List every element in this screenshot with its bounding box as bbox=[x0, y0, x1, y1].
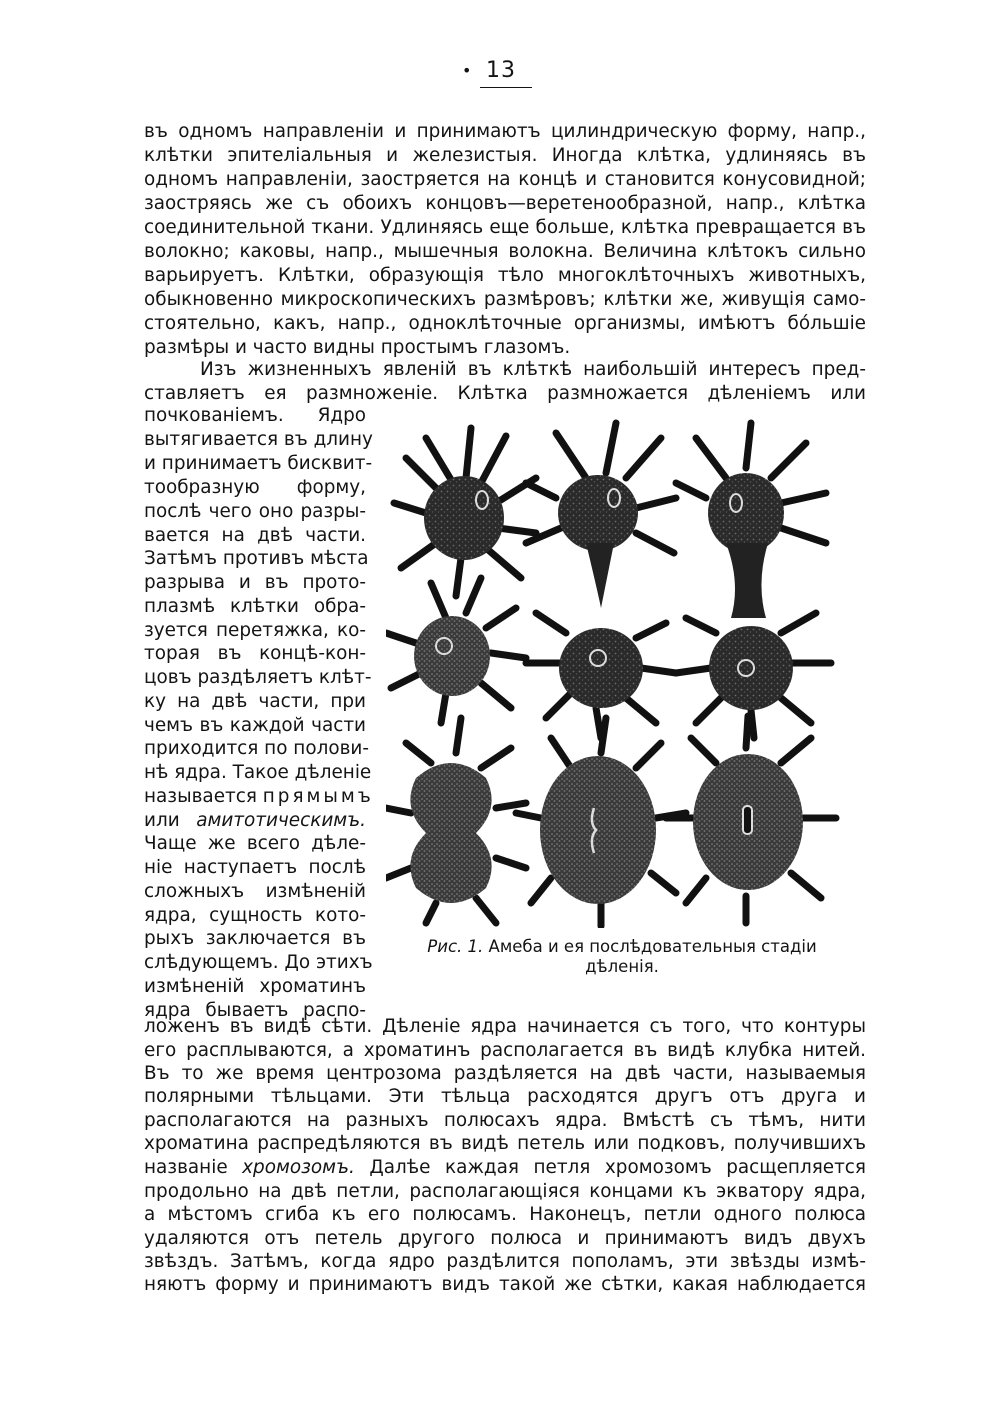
amoeba-body-7 bbox=[410, 763, 491, 903]
figure-caption-label: Рис. 1. bbox=[427, 937, 484, 956]
column-text: называется bbox=[144, 786, 257, 807]
text-line: стоятельно, какъ, напр., одноклѣточные организмы, имѣютъ бóльшіе bbox=[144, 313, 866, 334]
column-line: измѣненій хроматинъ bbox=[144, 976, 366, 997]
column-line: тообразную форму, bbox=[144, 477, 366, 498]
amoeba-body-2 bbox=[558, 475, 638, 551]
text-line: звѣздъ. Затѣмъ, когда ядро раздѣлится пополамъ, эти звѣзды измѣ- bbox=[144, 1251, 866, 1272]
column-line: и принимаетъ бисквит- bbox=[144, 453, 373, 474]
term-direct: прямымъ bbox=[262, 786, 374, 807]
text-line: хроматина распредѣляются въ видѣ петель или подковъ, получившихъ bbox=[144, 1133, 866, 1154]
text-line bbox=[144, 1156, 866, 1180]
text-line: одномъ направленіи, заостряется на концѣ и становится конусовидной; bbox=[144, 169, 866, 190]
text-line: ставляетъ ея размноженіе. Клѣтка размножается дѣленіемъ или bbox=[144, 383, 866, 404]
column-line: ядра, сущность кото- bbox=[144, 905, 366, 926]
text-line: въ одномъ направленіи и принимаютъ цилиндрическую форму, напр., bbox=[144, 121, 866, 142]
figure-caption-text: Амеба и ея послѣдовательныя стадіи дѣленія. bbox=[488, 937, 817, 976]
amoeba-body-1 bbox=[424, 476, 504, 560]
amoeba-body-6 bbox=[709, 626, 793, 710]
column-line: Затѣмъ противъ мѣста bbox=[144, 548, 369, 569]
text-line: соединительной ткани. Удлиняясь еще больше, клѣтка превращается въ bbox=[144, 217, 866, 238]
text-line: варьируетъ. Клѣтки, образующія тѣло многоклѣточныхъ животныхъ, bbox=[144, 265, 866, 286]
term-chromosome: хромозомъ. bbox=[242, 1157, 355, 1178]
amoeba-body-3 bbox=[708, 473, 784, 553]
text-line: Изъ жизненныхъ явленій въ клѣткѣ наибольшій интересъ пред- bbox=[200, 359, 866, 380]
column-line: сложныхъ измѣненій bbox=[144, 881, 366, 902]
column-line: слѣдующемъ. До этихъ bbox=[144, 952, 373, 973]
column-line: приходится по полови- bbox=[144, 738, 370, 759]
text-line: а мѣстомъ сгиба къ его полюсамъ. Наконецъ, петли одного полюса bbox=[144, 1204, 866, 1225]
text-line: ложенъ въ видѣ сѣти. Дѣленіе ядра начинается съ того, что контуры bbox=[144, 1016, 866, 1037]
division-stalk-2 bbox=[586, 543, 614, 608]
amoeba-body-5 bbox=[559, 628, 643, 708]
column-line: цовъ раздѣляетъ клѣт- bbox=[144, 667, 372, 688]
text-line: волокно; каковы, напр., мышечныя волокна. Величина клѣтокъ сильно bbox=[144, 241, 866, 262]
column-line: почкованіемъ. Ядро bbox=[144, 405, 366, 426]
term-amitotic: амитотическимъ. bbox=[196, 810, 366, 831]
text-line: клѣтки эпителіальныя и железистыя. Иногда клѣтка, удлиняясь въ bbox=[144, 145, 866, 166]
text-line: заостряясь же съ обоихъ концовъ—веретенообразной, напр., клѣтка bbox=[144, 193, 866, 214]
amoeba-body-8 bbox=[540, 756, 656, 904]
line-text: названіе bbox=[144, 1157, 228, 1178]
text-line: продольно на двѣ петли, располагающіяся концами къ экватору ядра, bbox=[144, 1181, 866, 1202]
column-line: вается на двѣ части. bbox=[144, 525, 366, 546]
text-line: полярными тѣльцами. Эти тѣльца расходятся другъ отъ друга и bbox=[144, 1086, 866, 1107]
page-number-rule bbox=[480, 87, 532, 88]
amoeba-body-4 bbox=[414, 616, 490, 696]
column-line: нѣ ядра. Такое дѣленіе bbox=[144, 762, 372, 783]
column-line: ядра бываетъ распо- bbox=[144, 1000, 366, 1021]
column-line: разрыва и въ прото- bbox=[144, 572, 366, 593]
text-line: няютъ форму и принимаютъ видъ такой же сѣтки, какая наблюдается bbox=[144, 1274, 866, 1295]
text-line: обыкновенно микроскопическихъ размѣровъ; клѣтки же, живущія само- bbox=[144, 289, 866, 310]
column-line: вытягивается въ длину bbox=[144, 429, 373, 450]
amoeba-division-figure bbox=[386, 418, 842, 928]
column-line: послѣ чего оно разры- bbox=[144, 501, 366, 522]
column-text: или bbox=[144, 810, 180, 831]
column-line: зуется перетяжка, ко- bbox=[144, 620, 366, 641]
column-line: ку на двѣ части, при bbox=[144, 691, 366, 712]
column-line: торая въ концѣ-кон- bbox=[144, 643, 366, 664]
text-line: располагаются на разныхъ полюсахъ ядра. Вмѣстѣ съ тѣмъ, нити bbox=[144, 1110, 866, 1131]
page-number-text: 13 bbox=[486, 58, 516, 83]
text-line: его расплываются, а хроматинъ располагается въ видѣ клубка нитей. bbox=[144, 1040, 866, 1061]
column-line: ніе наступаетъ послѣ bbox=[144, 857, 366, 878]
column-line: плазмѣ клѣтки обра- bbox=[144, 596, 366, 617]
division-waist-3 bbox=[726, 543, 768, 618]
line-text: Далѣе каждая петля хромозомъ расщепляется bbox=[369, 1157, 866, 1178]
column-line bbox=[144, 785, 374, 809]
column-line: рыхъ заключается въ bbox=[144, 928, 366, 949]
column-line: Чаще же всего дѣле- bbox=[144, 833, 366, 854]
text-line: Въ то же время центрозома раздѣляется на двѣ части, называемыя bbox=[144, 1063, 866, 1084]
column-line: чемъ въ каждой части bbox=[144, 715, 366, 736]
nucleus-9 bbox=[743, 806, 752, 834]
text-line: удаляются отъ петель другого полюса и принимаютъ видъ двухъ bbox=[144, 1228, 866, 1249]
figure-caption bbox=[396, 937, 848, 977]
column-line bbox=[144, 809, 366, 833]
text-line: размѣры и часто видны простымъ глазомъ. bbox=[144, 337, 571, 358]
page-number: • 13 bbox=[466, 58, 536, 88]
